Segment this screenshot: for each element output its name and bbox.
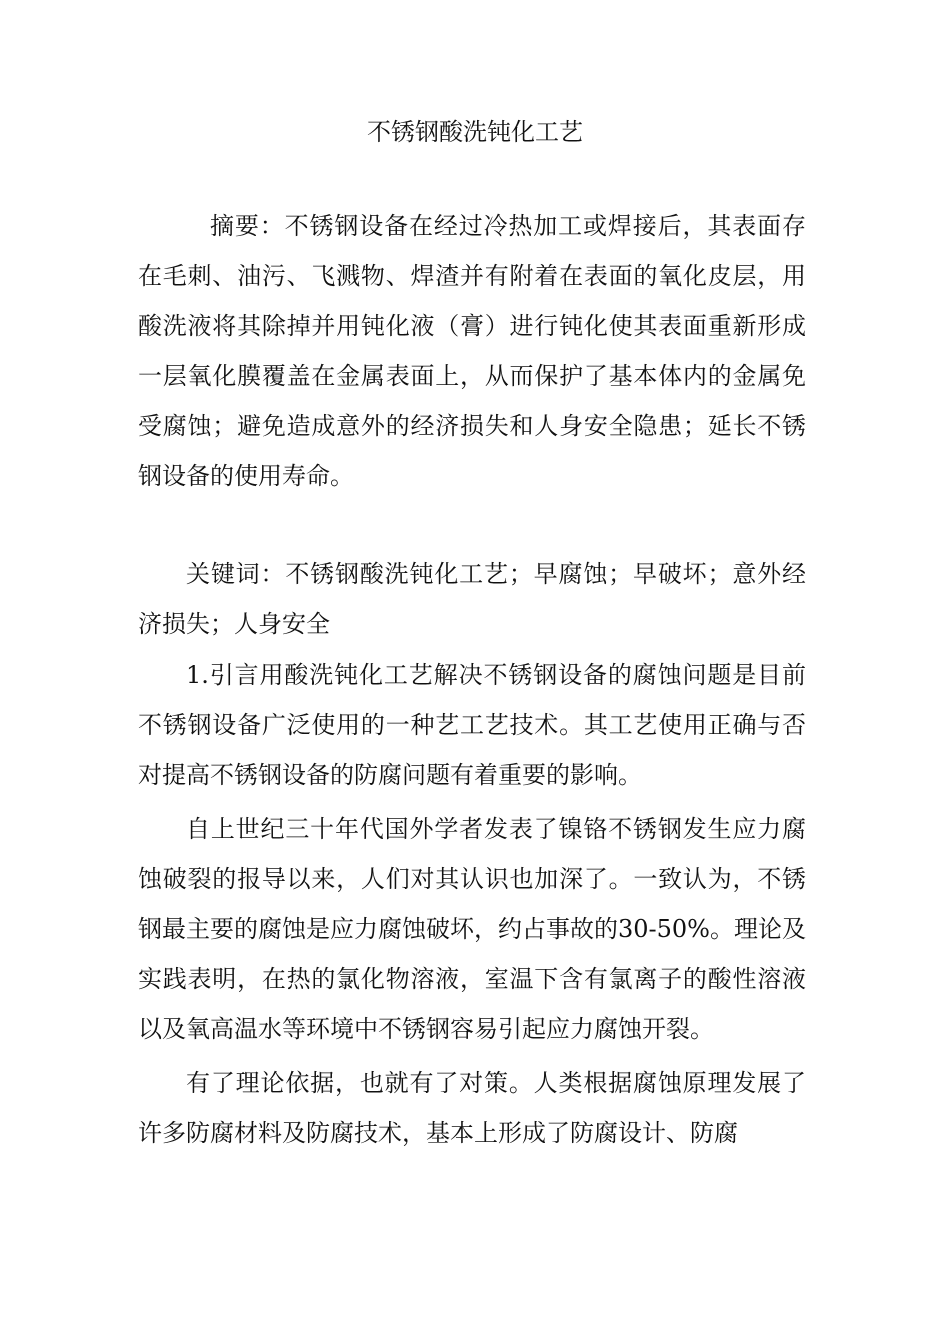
keywords-paragraph: 关键词：不锈钢酸洗钝化工艺；早腐蚀；早破坏；意外经济损失；人身安全 xyxy=(138,560,806,638)
abstract-paragraph: 摘要：不锈钢设备在经过冷热加工或焊接后，其表面存在毛刺、油污、飞溅物、焊渣并有附着在表面的氧化皮层，用酸洗液将其除掉并用钝化液（膏）进行钝化使其表面重新形成一层氧化膜覆盖在金属表面上，从而保护了基本体内的金属免受腐蚀；避免造成意外的经济损失和人身安全隐患；延长不锈钢设备的使用寿命。 xyxy=(138,212,806,490)
body-text xyxy=(138,650,806,1162)
body-paragraph-stress-corrosion: 自上世纪三十年代国外学者发表了镍铬不锈钢发生应力腐蚀破裂的报导以来，人们对其认识也加深了。一致认为，不锈钢最主要的腐蚀是应力腐蚀破坏，约占事故的30-50%。理论及实践表明，在热的氯化物溶液，室温下含有氯离子的酸性溶液以及氧高温水等环境中不锈钢容易引起应力腐蚀开裂。 xyxy=(138,815,806,1043)
document-title: 不锈钢酸洗钝化工艺 xyxy=(367,118,583,146)
body-paragraph-introduction: 1.引言用酸洗钝化工艺解决不锈钢设备的腐蚀问题是目前不锈钢设备广泛使用的一种艺工艺技术。其工艺使用正确与否对提高不锈钢设备的防腐问题有着重要的影响。 xyxy=(138,661,806,789)
body-paragraph-countermeasures: 有了理论依据，也就有了对策。人类根据腐蚀原理发展了许多防腐材料及防腐技术，基本上形成了防腐设计、防腐 xyxy=(138,1069,806,1147)
